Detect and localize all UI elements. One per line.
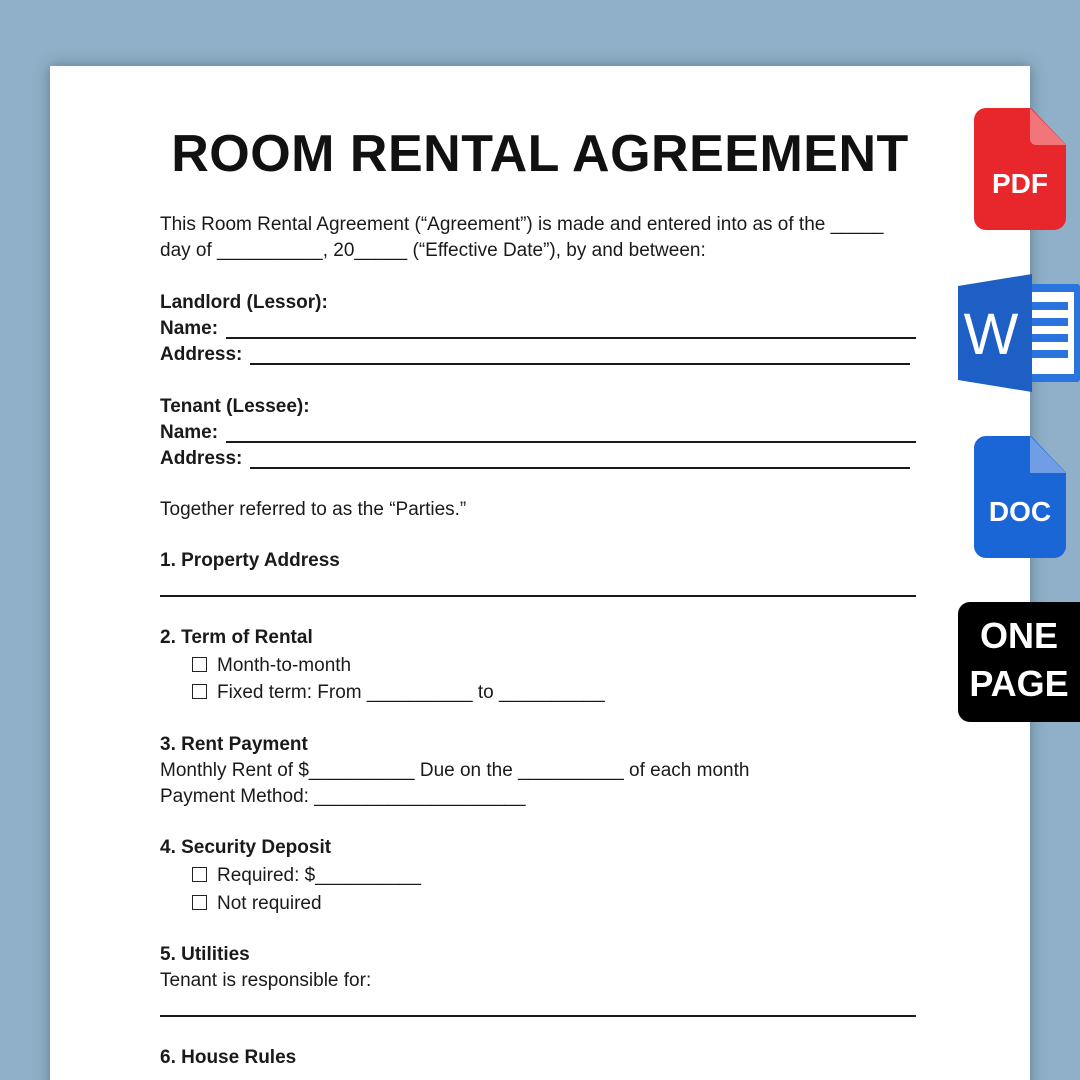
section-deposit-heading: 4. Security Deposit bbox=[160, 837, 332, 858]
deposit-option-required-label: Required: $__________ bbox=[217, 865, 421, 886]
utilities-line-1: Tenant is responsible for: bbox=[160, 970, 372, 991]
tenant-name-label: Name: bbox=[160, 422, 219, 443]
term-option-month bbox=[192, 653, 351, 679]
parties-text: Together referred to as the “Parties.” bbox=[160, 499, 467, 520]
checkbox[interactable] bbox=[192, 657, 207, 672]
deposit-option-not-required-label: Not required bbox=[217, 893, 322, 914]
document-page bbox=[50, 66, 1030, 1080]
one-page-line-1: ONE bbox=[979, 615, 1058, 656]
rent-line-2: Payment Method: ____________________ bbox=[160, 786, 526, 807]
landlord-address-label: Address: bbox=[160, 344, 243, 365]
landlord-name-line bbox=[226, 337, 916, 339]
tenant-address-label: Address: bbox=[160, 448, 243, 469]
section-rent-heading: 3. Rent Payment bbox=[160, 734, 308, 755]
document-title: ROOM RENTAL AGREEMENT bbox=[171, 125, 909, 183]
checkbox[interactable] bbox=[192, 867, 207, 882]
tenant-name-line bbox=[226, 441, 916, 443]
term-option-fixed bbox=[192, 680, 605, 706]
section-property-heading: 1. Property Address bbox=[160, 550, 340, 571]
section-house-rules-heading: 6. House Rules bbox=[160, 1047, 297, 1068]
deposit-option-required bbox=[192, 863, 421, 889]
checkbox[interactable] bbox=[192, 684, 207, 699]
word-file-icon bbox=[958, 274, 1080, 392]
rent-line-1: Monthly Rent of $__________ Due on the __________ of each month bbox=[160, 760, 750, 781]
tenant-heading: Tenant (Lessee): bbox=[160, 396, 310, 417]
intro-line-2: day of __________, 20_____ (“Effective Date”), by and between: bbox=[160, 240, 706, 261]
word-letter: W bbox=[963, 302, 1019, 367]
section-utilities-heading: 5. Utilities bbox=[160, 944, 250, 965]
term-option-month-label: Month-to-month bbox=[217, 655, 352, 676]
landlord-address-line bbox=[250, 363, 910, 365]
section-term-heading: 2. Term of Rental bbox=[160, 627, 313, 648]
deposit-option-not-required bbox=[192, 891, 322, 917]
tenant-address-line bbox=[250, 467, 910, 469]
one-page-badge bbox=[958, 602, 1080, 722]
checkbox[interactable] bbox=[192, 895, 207, 910]
pdf-label: PDF bbox=[992, 168, 1048, 199]
property-address-line bbox=[160, 595, 916, 597]
intro-line-1: This Room Rental Agreement (“Agreement”) is made and entered into as of the _____ bbox=[160, 214, 884, 235]
doc-label: DOC bbox=[988, 496, 1052, 527]
landlord-name-label: Name: bbox=[160, 318, 219, 339]
landlord-heading: Landlord (Lessor): bbox=[160, 292, 328, 313]
term-option-fixed-label: Fixed term: From __________ to __________ bbox=[217, 682, 605, 703]
one-page-line-2: PAGE bbox=[969, 663, 1069, 704]
utilities-line bbox=[160, 1015, 916, 1017]
